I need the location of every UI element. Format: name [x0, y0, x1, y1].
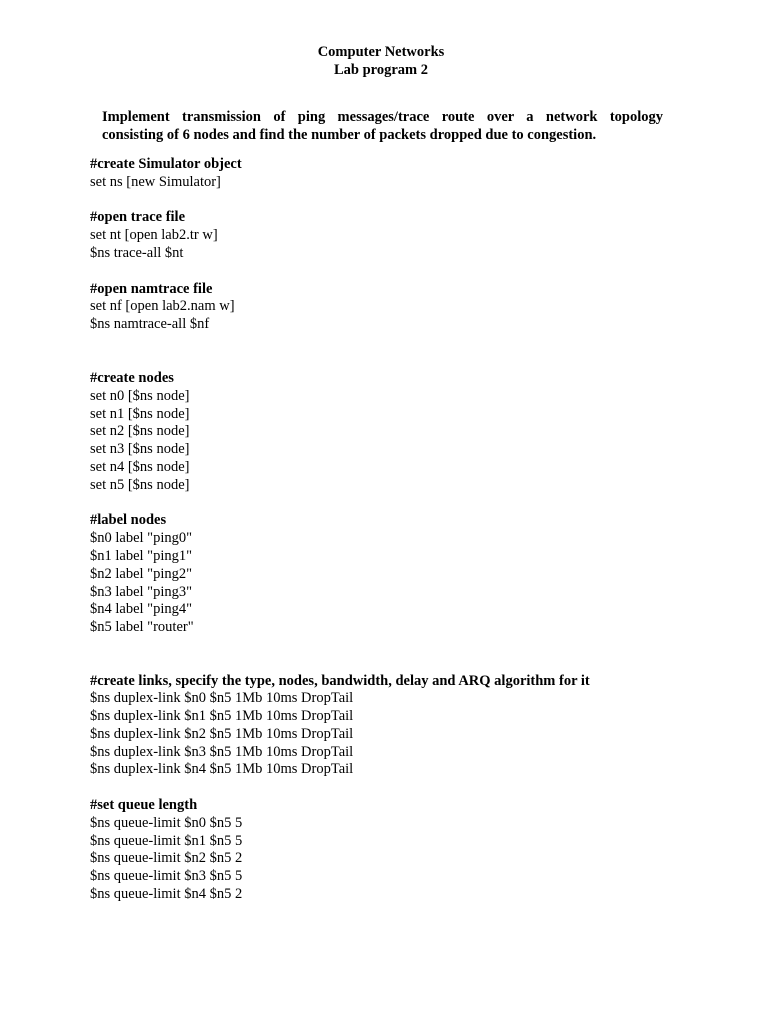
code-line: set nf [open lab2.nam w] — [90, 298, 235, 315]
course-title: Computer Networks — [317, 44, 445, 60]
code-line: $ns duplex-link $n0 $n5 1Mb 10ms DropTail — [90, 690, 354, 707]
code-line: $ns namtrace-all $nf — [90, 316, 210, 333]
section-heading: #create Simulator object — [90, 156, 242, 172]
code-line: $ns queue-limit $n1 $n5 5 — [90, 832, 243, 849]
code-line: $n3 label "ping3" — [90, 583, 193, 600]
code-line: $n4 label "ping4" — [90, 601, 193, 618]
code-line: set n5 [$ns node] — [90, 476, 190, 493]
section-heading: #create nodes — [90, 369, 174, 386]
code-line: set ns [new Simulator] — [90, 173, 221, 190]
code-line: set n2 [$ns node] — [90, 423, 190, 440]
code-line: $ns trace-all $nt — [90, 244, 184, 261]
section-heading: #label nodes — [90, 512, 167, 529]
section-heading: #set queue length — [90, 797, 198, 814]
code-line: set n1 [$ns node] — [90, 405, 190, 422]
code-line: $ns queue-limit $n0 $n5 5 — [90, 814, 243, 831]
section-namtrace — [90, 281, 730, 334]
code-line: $ns duplex-link $n1 $n5 1Mb 10ms DropTail — [90, 708, 354, 725]
section-trace — [90, 209, 730, 262]
code-line: $ns queue-limit $n4 $n5 2 — [90, 886, 243, 903]
document-header — [0, 43, 762, 79]
code-line: $n2 label "ping2" — [90, 565, 193, 582]
problem-statement-line: Implement transmission of ping messages/trace route over a network topology — [102, 109, 663, 125]
problem-statement — [102, 108, 663, 144]
code-line: set n3 [$ns node] — [90, 441, 190, 458]
code-line: $n0 label "ping0" — [90, 530, 193, 547]
code-line: $ns queue-limit $n3 $n5 5 — [90, 868, 243, 885]
section-simulator — [90, 156, 730, 192]
section-heading: #create links, specify the type, nodes, bandwidth, delay and ARQ algorithm for it — [90, 672, 590, 689]
problem-statement-line: consisting of 6 nodes and find the number of packets dropped due to congestion. — [102, 127, 597, 143]
section-links — [90, 673, 730, 780]
code-listing — [90, 156, 730, 904]
section-labels — [90, 512, 730, 637]
code-line: set nt [open lab2.tr w] — [90, 227, 218, 244]
code-line: $ns duplex-link $n4 $n5 1Mb 10ms DropTail — [90, 761, 354, 778]
code-line: $ns duplex-link $n3 $n5 1Mb 10ms DropTail — [90, 743, 354, 760]
code-line: $n5 label "router" — [90, 619, 194, 636]
code-line: set n4 [$ns node] — [90, 458, 190, 475]
code-line: $ns duplex-link $n2 $n5 1Mb 10ms DropTail — [90, 725, 354, 742]
program-title: Lab program 2 — [334, 62, 428, 78]
code-line: $ns queue-limit $n2 $n5 2 — [90, 850, 243, 867]
section-nodes — [90, 370, 730, 495]
section-queue — [90, 797, 730, 904]
section-heading: #open namtrace file — [90, 280, 213, 297]
code-line: $n1 label "ping1" — [90, 547, 193, 564]
section-heading: #open trace file — [90, 209, 186, 226]
code-line: set n0 [$ns node] — [90, 387, 190, 404]
